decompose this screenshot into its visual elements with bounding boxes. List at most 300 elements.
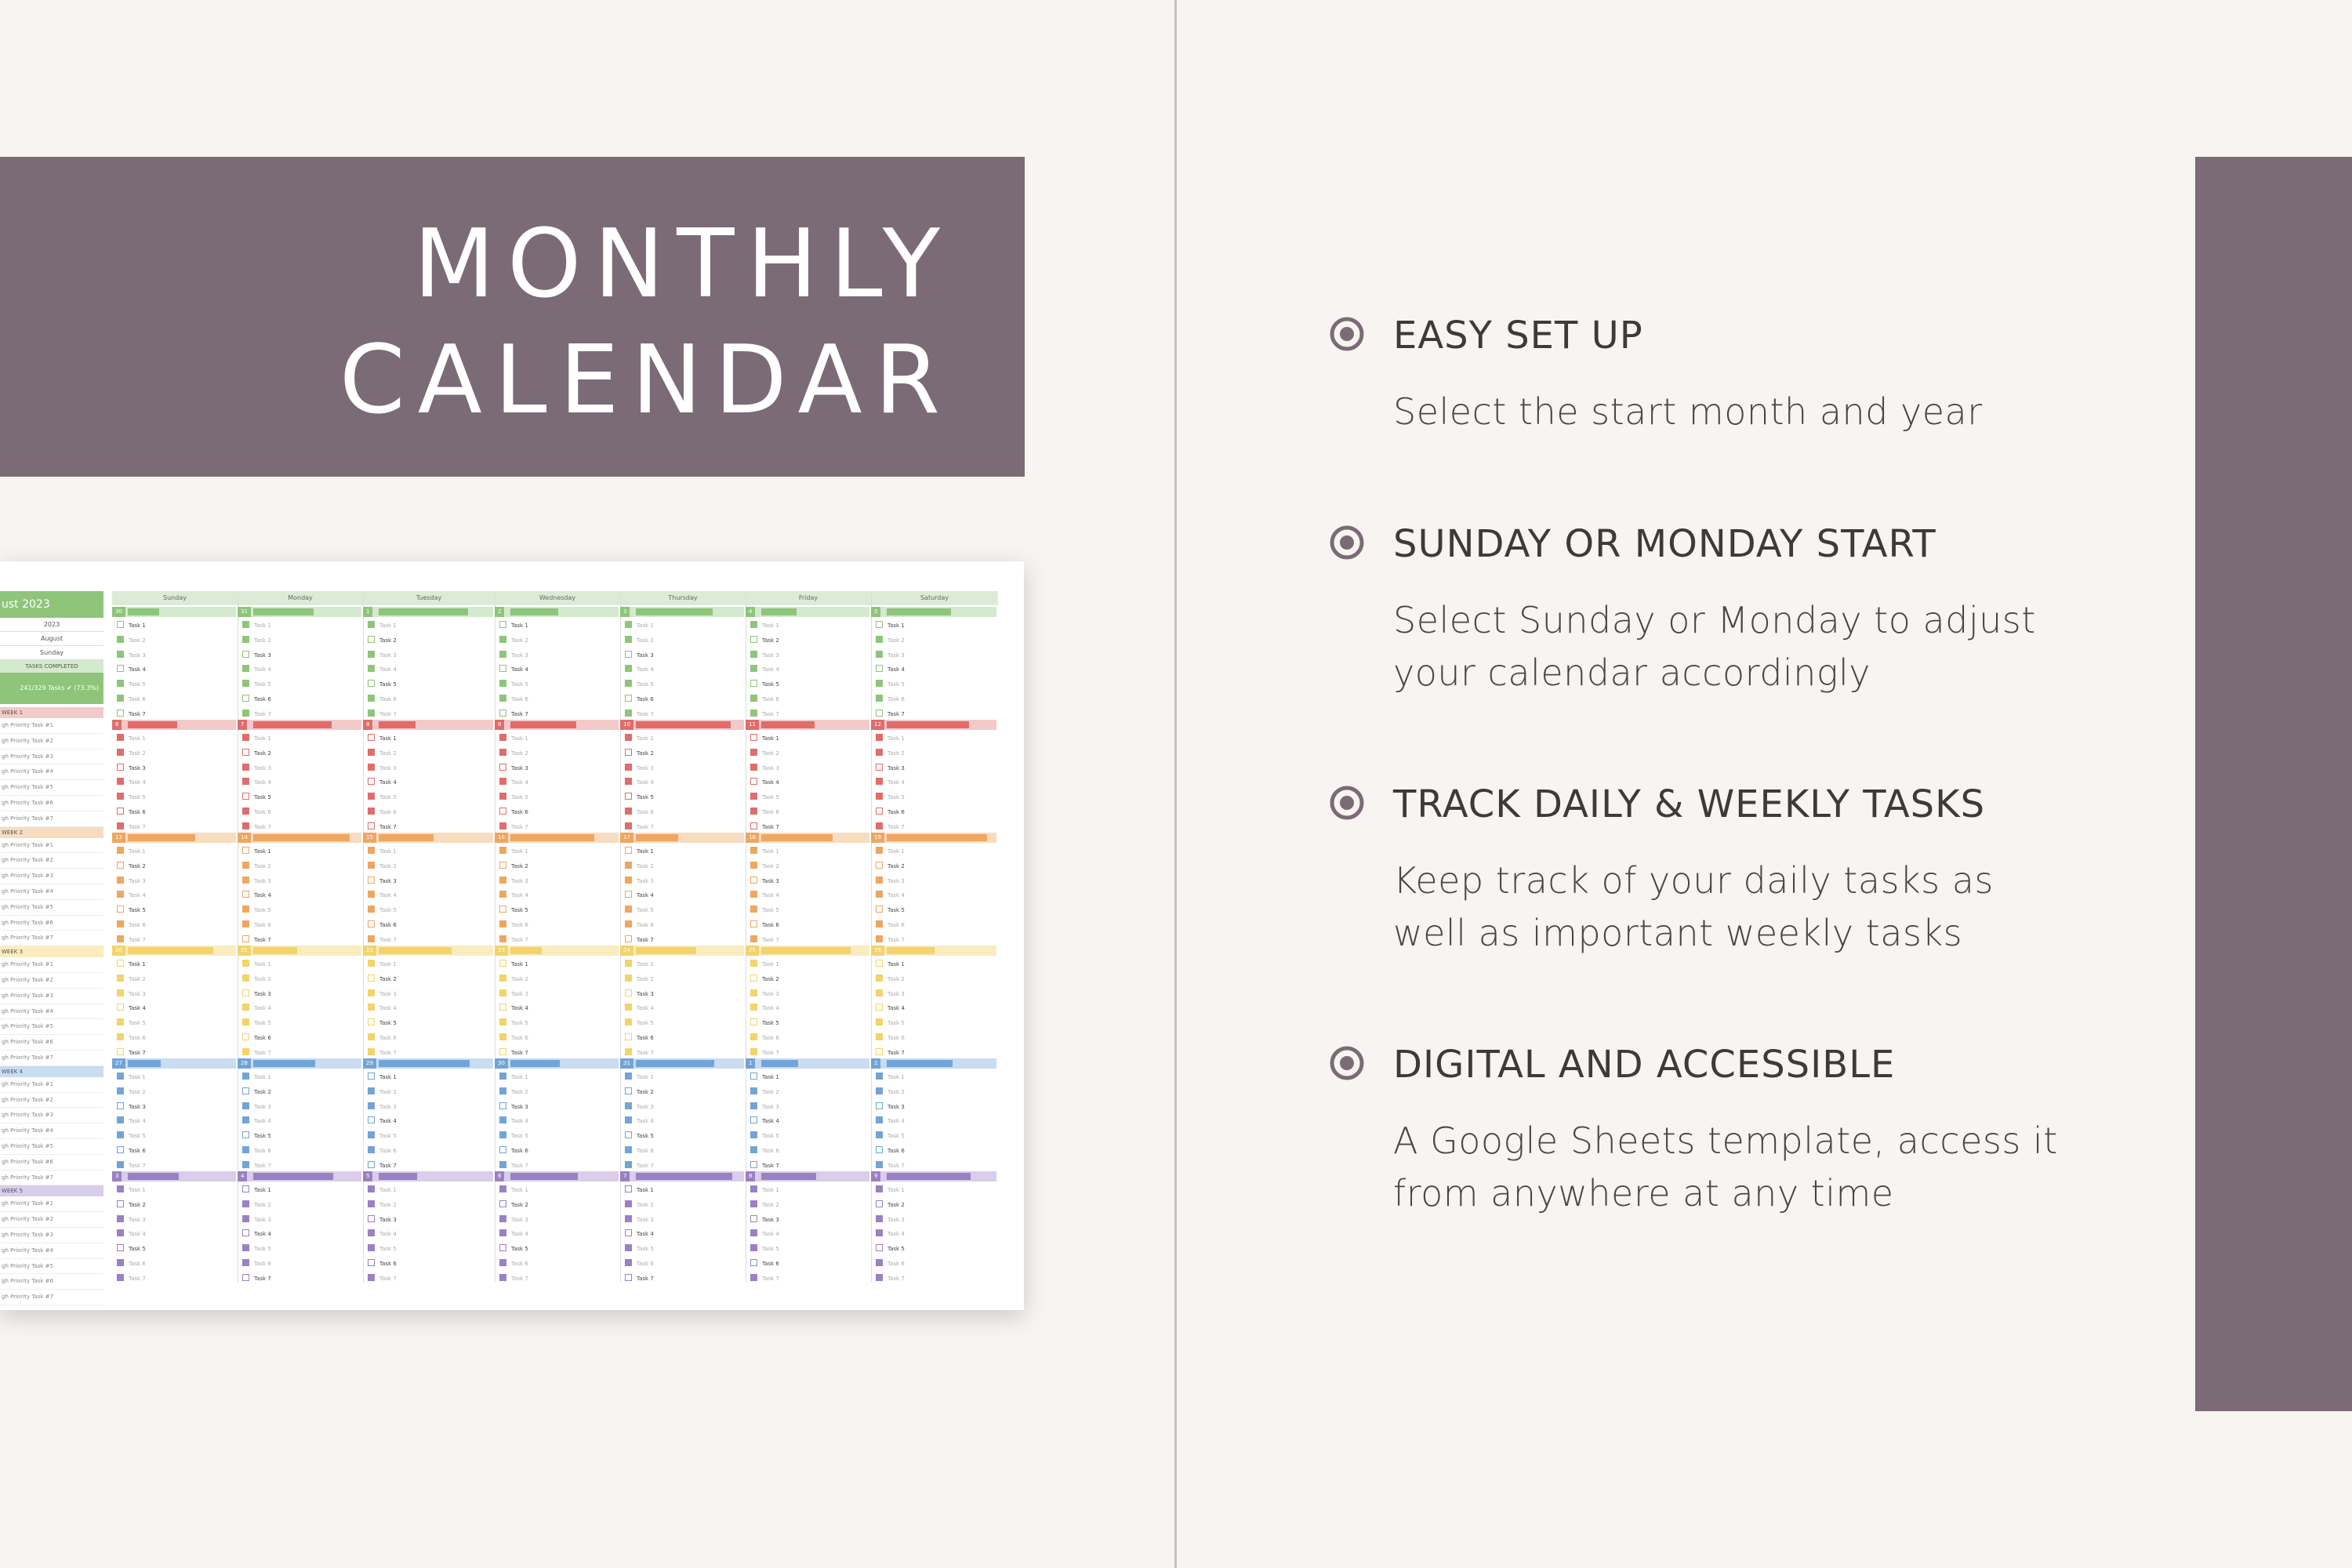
task-item: [117, 1033, 146, 1041]
task-label: Task 7: [637, 823, 654, 830]
checkbox-icon: [625, 1116, 632, 1123]
checkbox-icon: [368, 1102, 375, 1109]
task-item: [499, 920, 528, 928]
progress-fill: [253, 1060, 315, 1067]
checkbox-icon: [117, 1215, 124, 1222]
task-label: Task 3: [129, 1103, 146, 1110]
task-item: [117, 1200, 146, 1208]
task-label: Task 5: [637, 1020, 654, 1027]
task-item: [876, 808, 905, 815]
task-item: [750, 822, 779, 830]
setting-year: 2023: [0, 618, 103, 632]
task-item: [368, 1274, 397, 1282]
task-label: Task 4: [254, 666, 271, 673]
task-label: Task 5: [511, 1246, 528, 1253]
checkbox-icon: [876, 920, 883, 927]
date-number: 29: [363, 1058, 376, 1069]
task-label: Task 1: [637, 848, 654, 855]
task-label: Task 5: [511, 794, 528, 801]
task-label: Task 4: [511, 1005, 528, 1012]
checkbox-icon: [368, 891, 375, 898]
checkbox-icon: [750, 1200, 757, 1207]
date-bar: [871, 1171, 996, 1181]
progress-fill: [128, 1173, 179, 1180]
date-bar: [871, 946, 996, 956]
checkbox-icon: [117, 1229, 124, 1236]
checkbox-icon: [876, 1087, 883, 1094]
task-item: [499, 906, 528, 913]
date-number: 14: [238, 833, 251, 843]
task-item: [242, 1244, 271, 1252]
task-item: [750, 960, 779, 967]
date-number: 2: [495, 607, 504, 617]
date-bar: [495, 1058, 619, 1069]
task-label: Task 1: [129, 1074, 146, 1080]
checkbox-icon: [750, 862, 757, 869]
priority-task: gh Priority Task #1: [0, 1196, 103, 1212]
checkbox-icon: [117, 665, 124, 672]
checkbox-icon: [117, 1244, 124, 1251]
tasks-completed-label: TASKS COMPLETED: [0, 660, 103, 673]
task-label: Task 7: [887, 823, 905, 830]
task-item: [750, 1244, 779, 1252]
date-number: 30: [112, 607, 125, 617]
checkbox-icon: [499, 710, 506, 717]
task-label: Task 6: [762, 922, 779, 928]
date-number: 31: [620, 1058, 633, 1069]
checkbox-icon: [117, 1146, 124, 1153]
task-label: Task 6: [511, 1035, 528, 1041]
task-label: Task 2: [511, 750, 528, 757]
progress-fill: [887, 608, 951, 615]
checkbox-icon: [242, 778, 249, 785]
checkbox-icon: [368, 749, 375, 756]
task-item: [242, 989, 271, 997]
task-item: [876, 695, 905, 702]
task-item: [499, 808, 528, 815]
date-number: 26: [871, 946, 884, 956]
task-label: Task 1: [637, 961, 654, 967]
priority-task: gh Priority Task #6: [0, 916, 103, 931]
task-item: [625, 1018, 654, 1026]
task-label: Task 4: [254, 1118, 271, 1125]
task-item: [368, 636, 397, 644]
checkbox-icon: [876, 1033, 883, 1040]
task-item: [242, 822, 271, 830]
checkbox-icon: [625, 1087, 632, 1094]
task-label: Task 6: [129, 1148, 146, 1154]
checkbox-icon: [499, 734, 506, 741]
task-item: [625, 778, 654, 786]
checkbox-icon: [499, 749, 506, 756]
progress-fill: [379, 947, 452, 954]
task-label: Task 7: [254, 936, 271, 943]
date-number: 18: [746, 833, 759, 843]
checkbox-icon: [368, 935, 375, 942]
task-item: [368, 1259, 397, 1267]
date-bar: [495, 833, 619, 843]
task-label: Task 4: [379, 779, 397, 786]
task-item: [876, 989, 905, 997]
task-item: [368, 1229, 397, 1237]
checkbox-icon: [117, 1116, 124, 1123]
checkbox-icon: [876, 989, 883, 996]
checkbox-icon: [499, 665, 506, 672]
task-item: [876, 793, 905, 800]
task-item: [117, 1116, 146, 1124]
checkbox-icon: [117, 1102, 124, 1109]
task-item: [876, 1033, 905, 1041]
bullet-ring-icon: [1330, 317, 1364, 351]
task-label: Task 1: [379, 622, 397, 629]
task-item: [368, 651, 397, 659]
task-label: Task 7: [254, 1162, 271, 1169]
task-label: Task 5: [511, 907, 528, 914]
priority-task: gh Priority Task #5: [0, 1139, 103, 1155]
checkbox-icon: [242, 877, 249, 884]
task-item: [368, 1215, 397, 1223]
task-label: Task 6: [254, 1035, 271, 1041]
checkbox-icon: [625, 920, 632, 927]
task-label: Task 5: [887, 907, 905, 914]
checkbox-icon: [117, 710, 124, 717]
task-item: [499, 960, 528, 967]
task-label: Task 1: [511, 1074, 528, 1080]
checkbox-icon: [368, 960, 375, 967]
task-item: [625, 975, 654, 982]
task-label: Task 4: [762, 892, 779, 899]
task-label: Task 3: [379, 652, 397, 659]
date-number: 7: [620, 1171, 630, 1181]
task-item: [750, 975, 779, 982]
task-item: [625, 734, 654, 742]
date-bar: [238, 946, 361, 956]
checkbox-icon: [368, 1048, 375, 1055]
task-label: Task 1: [762, 961, 779, 967]
checkbox-icon: [750, 778, 757, 785]
checkbox-icon: [876, 621, 883, 628]
checkbox-icon: [499, 920, 506, 927]
checkbox-icon: [242, 906, 249, 913]
checkbox-icon: [499, 651, 506, 658]
task-label: Task 6: [129, 696, 146, 702]
checkbox-icon: [117, 822, 124, 829]
checkbox-icon: [625, 975, 632, 982]
task-label: Task 2: [511, 975, 528, 982]
task-label: Task 6: [379, 696, 397, 702]
priority-task: gh Priority Task #6: [0, 1155, 103, 1171]
priority-task: gh Priority Task #5: [0, 780, 103, 796]
task-item: [750, 1200, 779, 1208]
task-item: [499, 1116, 528, 1124]
task-item: [242, 665, 271, 673]
date-number: 8: [363, 720, 372, 730]
task-label: Task 1: [129, 1187, 146, 1193]
task-label: Task 6: [129, 809, 146, 815]
date-number: 25: [746, 946, 759, 956]
date-bar: [620, 946, 744, 956]
task-label: Task 7: [379, 710, 397, 717]
checkbox-icon: [876, 1200, 883, 1207]
checkbox-icon: [499, 1131, 506, 1138]
task-item: [242, 1033, 271, 1041]
task-label: Task 3: [129, 1216, 146, 1223]
task-label: Task 4: [887, 779, 905, 786]
task-item: [117, 920, 146, 928]
date-number: 5: [871, 607, 880, 617]
date-number: 27: [112, 1058, 125, 1069]
task-item: [499, 1073, 528, 1080]
task-label: Task 6: [254, 922, 271, 928]
task-label: Task 7: [762, 710, 779, 717]
task-item: [117, 891, 146, 898]
priority-task: gh Priority Task #5: [0, 1019, 103, 1035]
task-item: [117, 1004, 146, 1011]
day-header: Friday: [746, 591, 872, 605]
task-item: [876, 1161, 905, 1169]
checkbox-icon: [368, 1018, 375, 1025]
date-number: 3: [112, 1171, 122, 1181]
task-label: Task 2: [762, 1088, 779, 1095]
task-item: [876, 1244, 905, 1252]
task-item: [117, 1018, 146, 1026]
task-label: Task 7: [379, 1162, 397, 1169]
task-label: Task 6: [379, 922, 397, 928]
task-label: Task 6: [762, 696, 779, 702]
task-label: Task 4: [637, 1231, 654, 1238]
task-label: Task 2: [129, 637, 146, 644]
task-item: [625, 891, 654, 898]
checkbox-icon: [625, 749, 632, 756]
task-label: Task 6: [511, 696, 528, 702]
checkbox-icon: [499, 764, 506, 771]
progress-fill: [887, 1173, 971, 1180]
task-item: [625, 749, 654, 757]
task-label: Task 2: [129, 1201, 146, 1208]
task-item: [368, 1033, 397, 1041]
checkbox-icon: [242, 710, 249, 717]
task-item: [876, 665, 905, 673]
task-label: Task 3: [887, 764, 905, 771]
task-item: [242, 680, 271, 688]
task-item: [625, 1185, 654, 1193]
task-label: Task 7: [511, 1275, 528, 1282]
checkbox-icon: [750, 1185, 757, 1192]
priority-task: gh Priority Task #7: [0, 1051, 103, 1066]
progress-fill: [636, 1173, 732, 1180]
checkbox-icon: [625, 1274, 632, 1281]
task-item: [499, 935, 528, 943]
checkbox-icon: [117, 621, 124, 628]
checkbox-icon: [750, 1229, 757, 1236]
checkbox-icon: [242, 734, 249, 741]
task-item: [625, 1033, 654, 1041]
task-item: [368, 808, 397, 815]
date-number: 7: [238, 720, 247, 730]
task-label: Task 5: [762, 1020, 779, 1027]
date-bar: [363, 1171, 493, 1181]
task-item: [242, 1048, 271, 1056]
checkbox-icon: [876, 764, 883, 771]
task-item: [242, 1259, 271, 1267]
checkbox-icon: [750, 1087, 757, 1094]
task-label: Task 3: [637, 652, 654, 659]
task-item: [117, 734, 146, 742]
task-item: [242, 778, 271, 786]
task-label: Task 7: [129, 823, 146, 830]
checkbox-icon: [117, 1274, 124, 1281]
checkbox-icon: [242, 636, 249, 643]
checkbox-icon: [876, 1259, 883, 1266]
vertical-divider: [1174, 0, 1177, 1568]
task-item: [625, 1200, 654, 1208]
task-item: [499, 847, 528, 855]
task-item: [242, 877, 271, 884]
task-label: Task 5: [762, 1133, 779, 1140]
task-item: [499, 764, 528, 771]
checkbox-icon: [368, 906, 375, 913]
checkbox-icon: [242, 1274, 249, 1281]
checkbox-icon: [876, 1161, 883, 1168]
task-item: [625, 1259, 654, 1267]
task-label: Task 5: [511, 1020, 528, 1027]
task-label: Task 6: [129, 922, 146, 928]
task-item: [499, 695, 528, 702]
date-number: 5: [363, 1171, 372, 1181]
task-label: Task 7: [762, 1162, 779, 1169]
task-item: [242, 960, 271, 967]
checkbox-icon: [368, 621, 375, 628]
checkbox-icon: [117, 1073, 124, 1080]
task-item: [499, 1274, 528, 1282]
task-item: [750, 1229, 779, 1237]
checkbox-icon: [499, 1229, 506, 1236]
task-label: Task 1: [887, 735, 905, 742]
progress-fill: [761, 1173, 816, 1180]
task-label: Task 3: [254, 652, 271, 659]
priority-task: gh Priority Task #4: [0, 1004, 103, 1020]
task-item: [750, 710, 779, 717]
checkbox-icon: [750, 906, 757, 913]
progress-fill: [253, 608, 314, 615]
task-label: Task 7: [511, 936, 528, 943]
task-label: Task 7: [887, 936, 905, 943]
task-item: [876, 1004, 905, 1011]
checkbox-icon: [876, 822, 883, 829]
task-label: Task 5: [129, 1020, 146, 1027]
task-item: [368, 665, 397, 673]
task-item: [368, 1073, 397, 1080]
checkbox-icon: [750, 764, 757, 771]
task-label: Task 5: [129, 1133, 146, 1140]
checkbox-icon: [876, 1048, 883, 1055]
task-item: [750, 1116, 779, 1124]
task-label: Task 4: [379, 892, 397, 899]
checkbox-icon: [750, 1131, 757, 1138]
checkbox-icon: [876, 1131, 883, 1138]
task-label: Task 7: [637, 1049, 654, 1056]
task-label: Task 1: [254, 622, 271, 629]
priority-task: gh Priority Task #5: [0, 900, 103, 916]
progress-fill: [636, 834, 678, 841]
checkbox-icon: [750, 621, 757, 628]
progress-fill: [887, 947, 935, 954]
priority-task: gh Priority Task #4: [0, 764, 103, 780]
task-item: [117, 636, 146, 644]
task-item: [368, 749, 397, 757]
checkbox-icon: [117, 1048, 124, 1055]
checkbox-icon: [368, 1116, 375, 1123]
progress-fill: [636, 721, 731, 728]
task-item: [117, 847, 146, 855]
task-label: Task 2: [379, 975, 397, 982]
date-bar: [363, 833, 493, 843]
task-item: [876, 1229, 905, 1237]
checkbox-icon: [368, 1087, 375, 1094]
task-label: Task 2: [254, 975, 271, 982]
checkbox-icon: [368, 764, 375, 771]
checkbox-icon: [368, 877, 375, 884]
task-item: [750, 778, 779, 786]
task-item: [876, 1048, 905, 1056]
checkbox-icon: [368, 793, 375, 800]
task-item: [499, 1102, 528, 1110]
checkbox-icon: [368, 1146, 375, 1153]
task-item: [750, 793, 779, 800]
task-item: [117, 1244, 146, 1252]
task-label: Task 6: [637, 1148, 654, 1154]
task-item: [499, 651, 528, 659]
task-label: Task 2: [762, 637, 779, 644]
date-bar: [620, 607, 744, 617]
task-label: Task 6: [129, 1261, 146, 1267]
checkbox-icon: [117, 975, 124, 982]
task-label: Task 1: [511, 622, 528, 629]
task-item: [499, 989, 528, 997]
checkbox-icon: [499, 621, 506, 628]
task-item: [368, 1200, 397, 1208]
day-header: Sunday: [112, 591, 238, 605]
checkbox-icon: [117, 1018, 124, 1025]
checkbox-icon: [117, 1200, 124, 1207]
priority-task: gh Priority Task #2: [0, 1212, 103, 1228]
task-item: [117, 877, 146, 884]
task-item: [242, 1116, 271, 1124]
task-item: [876, 1200, 905, 1208]
task-label: Task 4: [887, 892, 905, 899]
checkbox-icon: [625, 1004, 632, 1011]
task-item: [750, 1033, 779, 1041]
task-item: [750, 920, 779, 928]
checkbox-icon: [117, 1259, 124, 1266]
task-label: Task 2: [887, 750, 905, 757]
task-label: Task 1: [379, 848, 397, 855]
task-label: Task 3: [511, 1216, 528, 1223]
task-item: [242, 651, 271, 659]
task-item: [499, 734, 528, 742]
progress-fill: [636, 608, 713, 615]
checkbox-icon: [242, 764, 249, 771]
task-label: Task 5: [762, 681, 779, 688]
task-item: [876, 1073, 905, 1080]
task-label: Task 4: [511, 666, 528, 673]
checkbox-icon: [750, 1215, 757, 1222]
task-label: Task 5: [511, 681, 528, 688]
checkbox-icon: [876, 1116, 883, 1123]
checkbox-icon: [750, 891, 757, 898]
task-item: [750, 749, 779, 757]
checkbox-icon: [499, 1185, 506, 1192]
